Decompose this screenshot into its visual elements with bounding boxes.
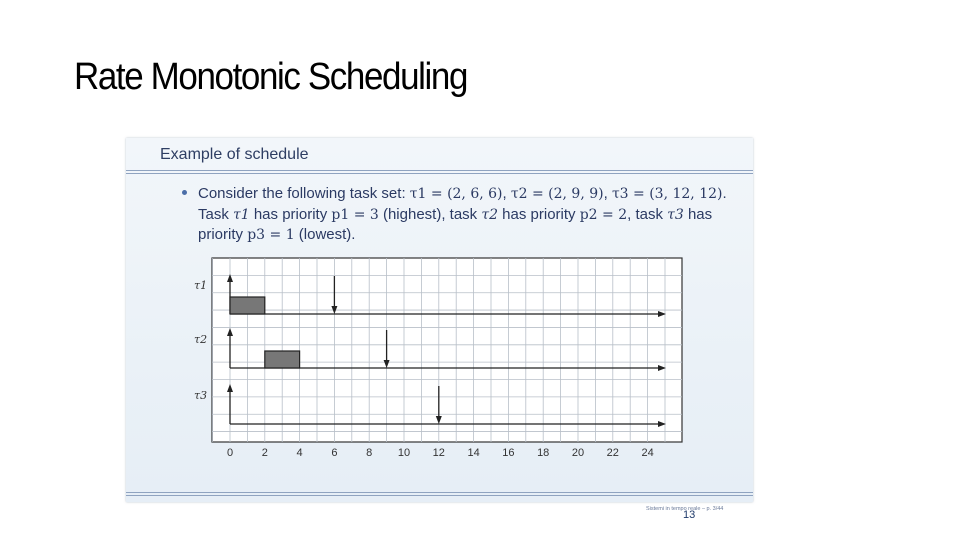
x-tick-label: 14 [467, 447, 480, 459]
task-label: τ1 [194, 279, 208, 292]
task-label: τ3 [194, 389, 208, 402]
x-tick-label: 6 [331, 447, 338, 459]
slide-title: Rate Monotonic Scheduling [74, 56, 468, 98]
embedded-slide-image [126, 138, 753, 512]
footer-rule [126, 492, 753, 493]
embedded-header: Example of schedule [160, 146, 309, 163]
x-tick-label: 2 [261, 447, 268, 459]
page-number: 13 [683, 509, 696, 521]
bullet-text: Consider the following task set: τ1 = (2, 6, 6), τ2 = (2, 9, 9), τ3 = (3, 12, 12). Task τ1 has priority p1 = 3 (highest), task τ2 has priority p2 = 2, task τ3 has priority p3 = 1 (lowest). [198, 185, 727, 243]
footer-rule [126, 495, 753, 496]
x-tick-label: 20 [571, 447, 585, 459]
task-label: τ2 [194, 333, 208, 346]
schedule-chart [126, 138, 753, 502]
x-tick-label: 8 [366, 447, 373, 459]
footer-credit: Sistemi in tempo reale – p. 3/44 [646, 506, 724, 512]
x-tick-label: 0 [226, 447, 234, 459]
x-tick-label: 16 [502, 447, 515, 459]
x-tick-label: 10 [397, 447, 411, 459]
x-tick-label: 4 [296, 447, 303, 459]
x-tick-label: 22 [606, 447, 619, 459]
x-tick-label: 12 [432, 447, 445, 459]
execution-bar [230, 297, 265, 314]
x-tick-label: 18 [537, 447, 550, 459]
x-tick-label: 24 [641, 447, 654, 459]
execution-bar [265, 351, 300, 368]
